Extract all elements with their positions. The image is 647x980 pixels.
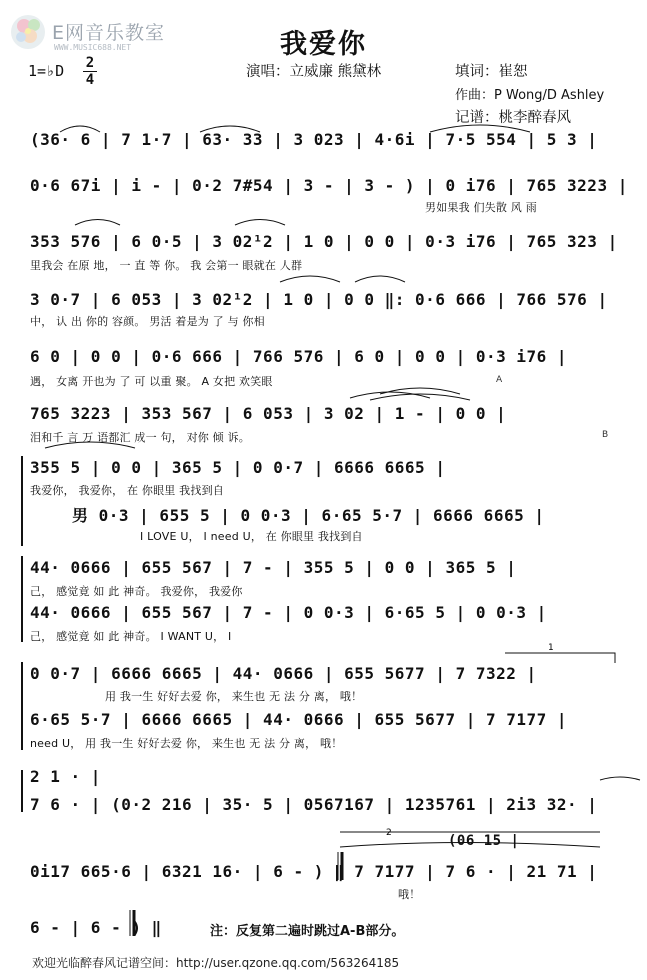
ending-1-label: 1 [548, 643, 554, 653]
notation-row-4: 3 0·7 | 6 053 | 3 02¹2 | 1 0 | 0 0 ‖: 0·6 666 | 766 576 | [30, 290, 608, 309]
transcriber: 记谱：桃李醉春风 [455, 110, 571, 126]
section-marker-a: A [496, 375, 503, 385]
lyric-row-7: 我爱你， 我爱你， 在 你眼里 我找到自 [30, 484, 224, 497]
notation-row-2: 0·6 67i | i - | 0·2 7#54 | 3 - | 3 - ) | 0 i76 | 765 3223 | [30, 176, 628, 195]
notation-row-14: 7 6 · | (0·2 216 | 35· 5 | 0567167 | 1235761 | 2i3 32· | [30, 795, 598, 814]
lyric-row-9: 己， 感觉竟 如 此 神奇。 我爱你， 我爱你 [30, 585, 243, 598]
composer: 作曲：P Wong/D Ashley [455, 88, 605, 103]
lyric-row-8: I LOVE U， I need U， 在 你眼里 我找到自 [140, 530, 363, 543]
time-signature [83, 56, 97, 87]
notation-row-3: 353 576 | 6 0·5 | 3 02¹2 | 1 0 | 0 0 | 0·3 i76 | 765 323 | [30, 232, 618, 251]
notation-row-17: 6 - | 6 - ) ‖ [30, 918, 162, 937]
notation-row-6: 765 3223 | 353 567 | 6 053 | 3 02 | 1 - | 0 0 | [30, 404, 507, 423]
time-signature-top: 2 [85, 55, 95, 71]
notation-row-9: 44· 0666 | 655 567 | 7 - | 355 5 | 0 0 | 365 5 | [30, 558, 517, 577]
site-name: E网音乐教室 [52, 22, 166, 44]
notation-row-11: 0 0·7 | 6666 6665 | 44· 0666 | 655 5677 | 7 7322 | [30, 664, 537, 683]
lyric-row-2: 男如果我 们失散 风 雨 [425, 201, 537, 214]
lyric-row-12: need U， 用 我一生 好好去爱 你， 来生也 无 法 分 离， 哦！ [30, 737, 343, 750]
notation-row-15: 0i17 665·6 | 6321 16· | 6 - ) ‖ 7 7177 | 7 6 · | 21 71 | [30, 862, 598, 881]
section-marker-b: B [602, 430, 609, 440]
key-signature: 1=♭D [28, 62, 65, 80]
notation-row-13: 2 1 · | [30, 767, 101, 786]
singers: 演唱：立威廉 熊黛林 [246, 64, 382, 80]
notation-row-7: 355 5 | 0 0 | 365 5 | 0 0·7 | 6666 6665 | [30, 458, 446, 477]
notation-row-16: (06 15 | [448, 833, 520, 849]
notation-row-8: 男 0·3 | 655 5 | 0 0·3 | 6·65 5·7 | 6666 6665 | [72, 506, 545, 525]
song-title: 我爱你 [280, 29, 367, 60]
lyricist: 填词：崔恕 [455, 64, 528, 80]
ending-2-label: 2 [386, 828, 392, 838]
lyric-row-10: 己， 感觉竟 如 此 神奇。 I WANT U， I [30, 630, 232, 643]
lyric-row-15: 哦！ [398, 888, 421, 901]
lyric-row-11: 用 我一生 好好去爱 你， 来生也 无 法 分 离， 哦！ [105, 690, 363, 703]
notation-row-10: 44· 0666 | 655 567 | 7 - | 0 0·3 | 6·65 5 | 0 0·3 | [30, 603, 547, 622]
site-url: WWW.MUSIC688.NET [54, 43, 132, 52]
lyric-row-5: 遇， 女离 开也为 了 可 以重 聚。 A 女把 欢笑眼 [30, 375, 273, 388]
lyric-row-3: 里我会 在原 地， 一 直 等 你。 我 会第一 眼就在 人群 [30, 259, 303, 272]
performance-note: 注：反复第二遍时跳过A-B部分。 [210, 924, 405, 939]
lyric-row-4: 中， 认 出 你的 容颜。 男活 着是为 了 与 你相 [30, 315, 265, 328]
time-signature-bottom: 4 [85, 72, 95, 88]
lyric-row-6: 泪和千 言 万 语都汇 成一 句， 对你 倾 诉。 [30, 431, 250, 444]
footer-link[interactable]: 欢迎光临醉春风记谱空间：http://user.qzone.qq.com/563264185 [32, 956, 400, 970]
notation-row-1: (36· 6 | 7 1·7 | 63· 33 | 3 023 | 4·6i | 7·5 554 | 5 3 | [30, 130, 598, 149]
notation-row-5: 6 0 | 0 0 | 0·6 666 | 766 576 | 6 0 | 0 0 | 0·3 i76 | [30, 347, 568, 366]
notation-row-12: 6·65 5·7 | 6666 6665 | 44· 0666 | 655 5677 | 7 7177 | [30, 710, 568, 729]
